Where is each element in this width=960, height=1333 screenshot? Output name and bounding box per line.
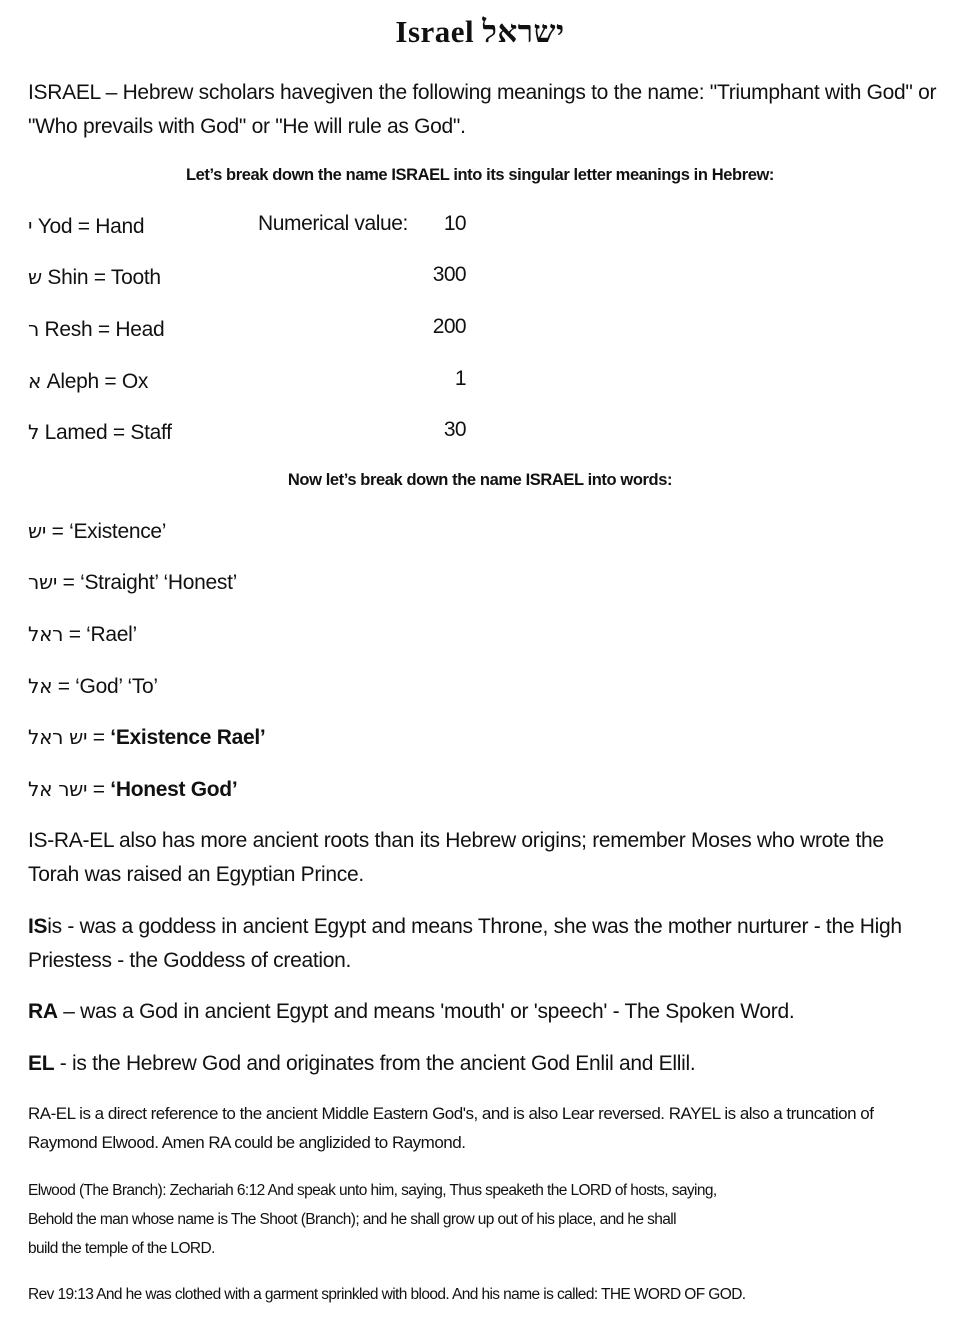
numerical-value: 10 <box>443 212 466 235</box>
numerical-value: 30 <box>443 418 466 441</box>
hebrew-letter: ש <box>28 265 42 289</box>
ra-text: – was a God in ancient Egypt and means 'mouth' or 'speech' - The Spoken Word. <box>57 1000 795 1023</box>
elwood-line-1: Elwood (The Branch): Zechariah 6:12 And speak unto him, saying, Thus speaketh the LORD of hosts, saying, <box>28 1182 717 1199</box>
intro-paragraph: ISRAEL – Hebrew scholars havegiven the following meanings to the name: "Triumphant with God" or "Who prevails with God" or "He will rule as God". <box>28 81 937 138</box>
equals-sign: = <box>92 726 105 749</box>
letter-meaning: Shin = Tooth <box>47 266 161 289</box>
ra-paragraph <box>28 995 938 1029</box>
compound-word-row <box>28 775 237 804</box>
hebrew-word: ראל <box>28 622 64 646</box>
letter-row-resh <box>28 315 164 344</box>
letter-meaning: Yod = Hand <box>37 215 145 238</box>
letter-meaning: Resh = Head <box>44 318 165 341</box>
word-meaning: = ‘God’ ‘To’ <box>57 675 158 698</box>
letter-meaning: Aleph = Ox <box>46 370 149 393</box>
el-text: - is the Hebrew God and originates from the ancient God Enlil and Ellil. <box>54 1052 696 1075</box>
hebrew-word: ישר <box>28 570 58 594</box>
rael-paragraph: RA-EL is a direct reference to the ancient Middle Eastern God's, and is also Lear reversed. RAYEL is also a truncation of Raymond Elwood. Amen RA could be anglizided to Raymond. <box>28 1104 874 1152</box>
word-row <box>28 620 137 649</box>
elwood-line-2: Behold the man whose name is The Shoot (Branch); and he shall grow up out of his place, and he shall <box>28 1211 676 1228</box>
letter-meaning: Lamed = Staff <box>44 421 172 444</box>
isis-paragraph <box>28 910 938 978</box>
word-row <box>28 568 237 597</box>
numerical-value: 200 <box>432 315 466 338</box>
hebrew-letter: ל <box>28 420 40 444</box>
ra-term: RA <box>28 1000 58 1023</box>
numerical-value: 300 <box>432 263 466 286</box>
word-meaning: ‘Existence Rael’ <box>110 726 266 749</box>
page-title: Israel ישראל <box>395 14 565 49</box>
el-term: EL <box>28 1052 55 1075</box>
revelation-quote: Rev 19:13 And he was clothed with a garment sprinkled with blood. And his name is called: THE WORD OF GOD. <box>28 1286 746 1303</box>
letter-row-shin <box>28 263 161 292</box>
letter-row-yod <box>28 212 144 241</box>
words-heading: Now let’s break down the name ISRAEL into words: <box>287 471 673 489</box>
hebrew-letter: י <box>28 214 33 238</box>
elwood-line-3: build the temple of the LORD. <box>28 1240 215 1257</box>
roots-paragraph: IS-RA-EL also has more ancient roots than its Hebrew origins; remember Moses who wrote the Torah was raised an Egyptian Prince. <box>28 829 884 886</box>
isis-text: is - was a goddess in ancient Egypt and means Throne, she was the mother nurturer - the High Priestess - the Goddess of creation. <box>28 915 902 972</box>
word-meaning: = ‘Existence’ <box>51 520 167 543</box>
equals-sign: = <box>92 778 105 801</box>
word-meaning: = ‘Straight’ ‘Honest’ <box>62 571 238 594</box>
word-row <box>28 517 166 546</box>
hebrew-letter: ר <box>28 317 39 341</box>
letters-heading: Let’s break down the name ISRAEL into its singular letter meanings in Hebrew: <box>185 166 775 184</box>
isis-term: IS <box>28 915 48 938</box>
numerical-value: 1 <box>454 367 466 390</box>
el-paragraph <box>28 1047 938 1081</box>
word-meaning: ‘Honest God’ <box>110 778 238 801</box>
hebrew-word: אל <box>28 674 53 698</box>
hebrew-word: יש <box>28 519 47 543</box>
hebrew-letter: א <box>28 369 42 393</box>
hebrew-word: ישר אל <box>28 777 88 801</box>
numerical-value-label: Numerical value: <box>258 212 408 235</box>
hebrew-word: יש ראל <box>28 725 88 749</box>
compound-word-row <box>28 723 265 752</box>
word-row <box>28 672 158 701</box>
letter-row-aleph <box>28 367 148 396</box>
letter-row-lamed <box>28 418 172 447</box>
word-meaning: = ‘Rael’ <box>68 623 137 646</box>
